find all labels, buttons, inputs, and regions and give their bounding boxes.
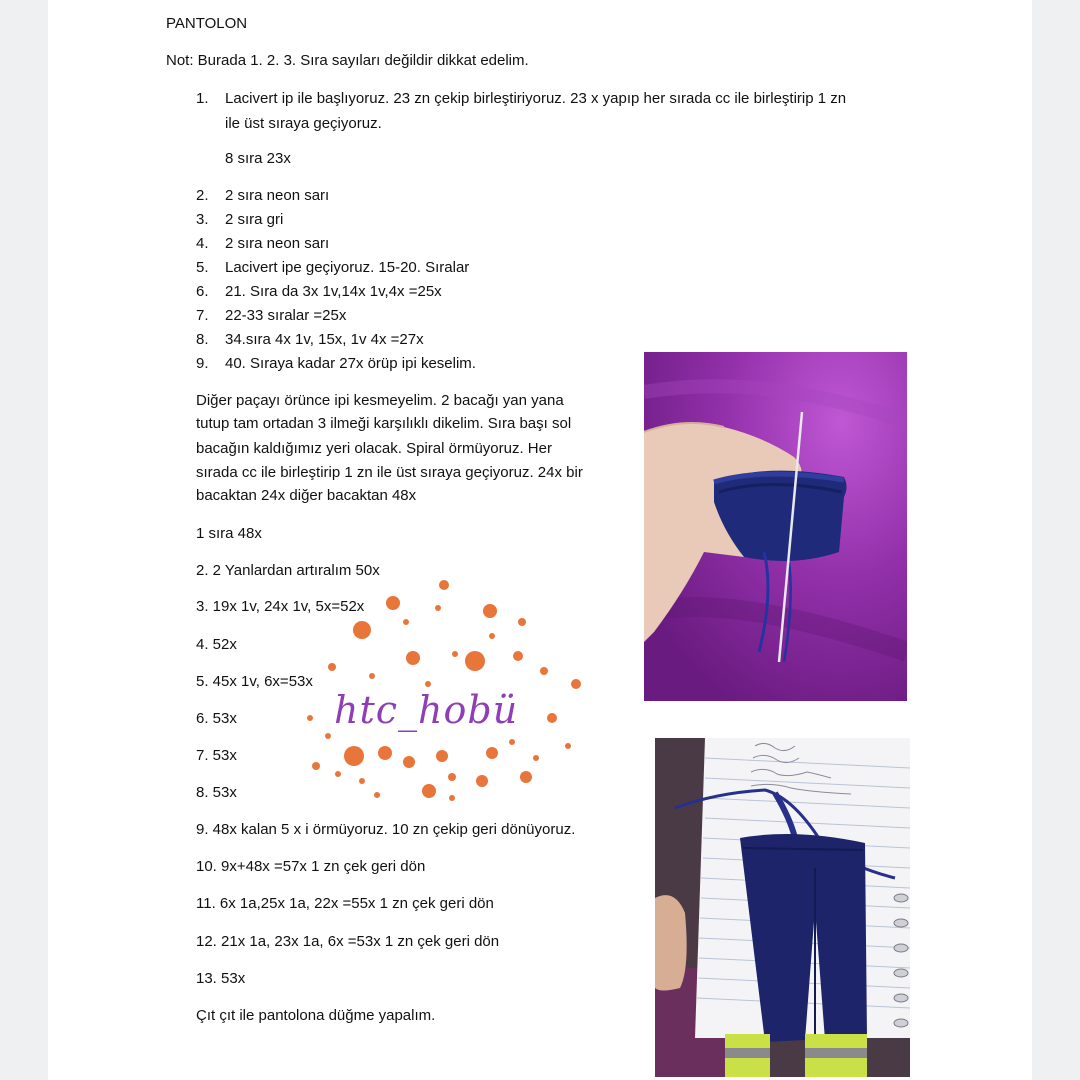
list-item: 2 sıra neon sarı: [225, 187, 330, 204]
list-item: 22-33 sıralar =25x: [225, 307, 347, 324]
list-item: Lacivert ip ile başlıyoruz. 23 zn çekip birleştiriyoruz. 23 x yapıp her sırada cc ile birleştirip 1 zn: [225, 90, 847, 107]
page-title: PANTOLON: [166, 15, 248, 32]
photo-finished-pants: [655, 738, 910, 1077]
row-line: 4. 52x: [196, 636, 237, 653]
list-number: 8.: [196, 331, 209, 348]
list-item: 34.sıra 4x 1v, 15x, 1v 4x =27x: [225, 331, 424, 348]
photo-sewing-legs-art: [644, 352, 907, 701]
list-number: 9.: [196, 355, 209, 372]
list-number: 7.: [196, 307, 209, 324]
row-line: 5. 45x 1v, 6x=53x: [196, 673, 313, 690]
list-number: 4.: [196, 235, 209, 252]
row-line: 9. 48x kalan 5 x i örmüyoruz. 10 zn çekip geri dönüyoruz.: [196, 821, 576, 838]
paragraph-line: bacaktan 24x diğer bacaktan 48x: [196, 487, 417, 504]
row-line: 12. 21x 1a, 23x 1a, 6x =53x 1 zn çek geri dön: [196, 933, 500, 950]
row-line: 10. 9x+48x =57x 1 zn çek geri dön: [196, 858, 426, 875]
note-text: Not: Burada 1. 2. 3. Sıra sayıları değildir dikkat edelim.: [166, 52, 529, 69]
photo-finished-pants-art: [655, 738, 910, 1077]
list-item: ile üst sıraya geçiyoruz.: [225, 115, 382, 132]
list-number: 2.: [196, 187, 209, 204]
row-line: 6. 53x: [196, 710, 237, 727]
photo-sewing-legs: [644, 352, 907, 701]
watermark-logo: [296, 570, 596, 810]
list-item: 2 sıra gri: [225, 211, 284, 228]
list-item: 40. Sıraya kadar 27x örüp ipi keselim.: [225, 355, 476, 372]
watermark-text: htc_hobü: [334, 688, 519, 732]
closing-line: Çıt çıt ile pantolona düğme yapalım.: [196, 1007, 436, 1024]
row-line: 7. 53x: [196, 747, 237, 764]
sub-note: 8 sıra 23x: [225, 150, 291, 167]
paragraph-line: bacağın kaldığımız yeri olacak. Spiral örmüyoruz. Her: [196, 440, 552, 457]
list-number: 6.: [196, 283, 209, 300]
list-item: 2 sıra neon sarı: [225, 235, 330, 252]
row-line: 13. 53x: [196, 970, 246, 987]
paragraph-line: Diğer paçayı örünce ipi kesmeyelim. 2 bacağı yan yana: [196, 392, 564, 409]
row-line: 1 sıra 48x: [196, 525, 262, 542]
list-item: Lacivert ipe geçiyoruz. 15-20. Sıralar: [225, 259, 470, 276]
paragraph-line: tutup tam ortadan 3 ilmeği karşılıklı dikelim. Sıra başı sol: [196, 415, 572, 432]
paragraph-line: sırada cc ile birleştirip 1 zn ile üst sıraya geçiyoruz. 24x bir: [196, 464, 583, 481]
row-line: 3. 19x 1v, 24x 1v, 5x=52x: [196, 598, 365, 615]
row-line: 11. 6x 1a,25x 1a, 22x =55x 1 zn çek geri dön: [196, 895, 494, 912]
list-item: 21. Sıra da 3x 1v,14x 1v,4x =25x: [225, 283, 442, 300]
list-number: 3.: [196, 211, 209, 228]
row-line: 8. 53x: [196, 784, 237, 801]
list-number: 1.: [196, 90, 209, 107]
list-number: 5.: [196, 259, 209, 276]
row-line: 2. 2 Yanlardan artıralım 50x: [196, 562, 380, 579]
